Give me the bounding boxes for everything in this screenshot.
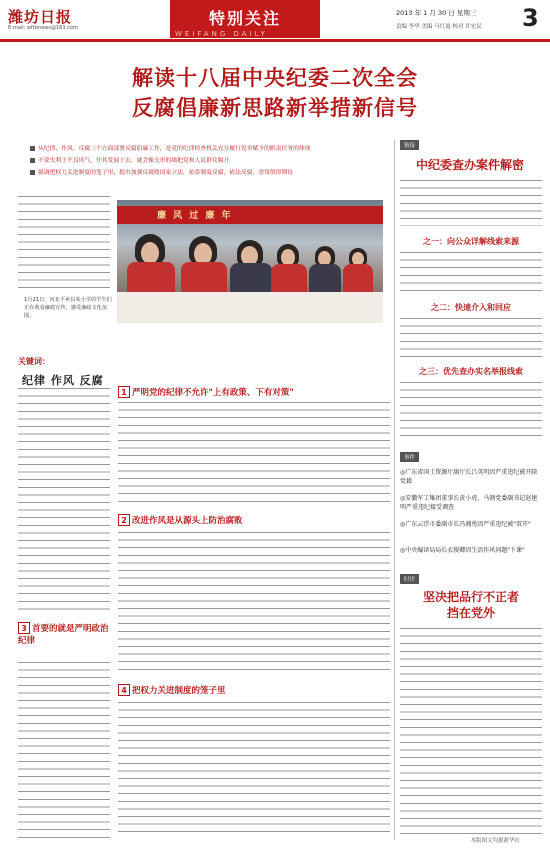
keywords-text-block (18, 388, 110, 614)
tag-link: 链接 (400, 140, 419, 150)
section-2-heading: 2 改进作风是从源头上防治腐败 (118, 514, 388, 526)
section-3-heading: 3 首要的就是严明政治纪律 (18, 624, 109, 646)
headline-line-1: 解读十八届中央纪委二次全会 (132, 66, 418, 90)
tag-comment: 时评 (400, 574, 419, 584)
square-bullet-icon (30, 146, 35, 151)
comment-title-2: 挡在党外 (446, 606, 495, 620)
square-bullet-icon (30, 170, 35, 175)
comment-text (400, 628, 542, 834)
section-subtitle: WEIFANG DAILY (175, 30, 268, 38)
sidebar-title: 中纪委查办案件解密 (415, 158, 524, 172)
section-4-text (118, 702, 390, 836)
sidebar-text-1 (400, 180, 542, 226)
section-title: 特别关注 (170, 0, 320, 38)
section-1-heading: 1 严明党的纪律不允许"上有政策、下有对策" (118, 386, 388, 398)
section-1-text (118, 402, 390, 504)
sidebar-text-2 (400, 252, 542, 294)
sidebar-sub-2: 之二：快速介入和回应 (431, 303, 511, 312)
news-photo (117, 200, 383, 323)
page-number: 3 (522, 4, 539, 32)
issue-date: 2013 年 1 月 30 日 星期三 (396, 9, 477, 17)
lead-point: 从纪律、作风、反腐三个方面部署反腐倡廉工作，是党的纪律检查机关充分履行党章赋予的职责任务的体现 (30, 144, 390, 154)
news-item: ◎广东省国土资源厅副厅长吕英明因严重违纪被开除党籍 (400, 469, 538, 485)
section-3-text (18, 662, 110, 838)
section-4-heading: 4 把权力关进制度的笼子里 (118, 684, 388, 696)
news-item: ◎广东云浮市委副市长冯湘勇因严重违纪被"双开" (400, 521, 531, 528)
footer-credit: 本版图文均据新华社 (470, 838, 520, 844)
keywords: 纪律 作风 反腐 (22, 374, 104, 387)
editors-line: 责编 李华 美编 马红霞 校对 许宏民 (396, 24, 482, 30)
comment-title-1: 坚决把品行不正者 (422, 590, 519, 604)
lead-point: 强调把权力关进制度的笼子里，提出加强反腐败国家立法，依靠制度反腐，依法反腐，余常值得期待 (30, 168, 390, 178)
sidebar-text-3 (400, 318, 542, 358)
headline-line-2: 反腐倡廉新思路新举措新信号 (132, 96, 418, 120)
keywords-label: 关键词： (18, 357, 50, 366)
news-item: ◎中央编译局局长衣俊卿因生活作风问题"下课" (400, 547, 525, 554)
sidebar-sub-1: 之一：向公众详解线索来源 (423, 237, 519, 246)
sidebar-sub-3: 之三：优先查办实名举报线索 (419, 367, 523, 376)
lead-point: 不要失利王不良风气，任其发展下去，就会像无形的墙把党和人民群众隔开 (30, 156, 390, 166)
intro-text-block (18, 196, 110, 292)
paper-logo: 潍坊日报 (8, 8, 73, 26)
column-divider (394, 140, 395, 840)
square-bullet-icon (30, 158, 35, 163)
news-item: ◎安徽军工集团董事长黄小虎、马钢党委副书记赵建明严重违纪接受调查 (400, 495, 538, 511)
tag-event: 事件 (400, 452, 419, 462)
paper-email: E-mail: wfrbnews@163.com (8, 25, 78, 31)
photo-banner-text: 廉 风 过 廉 年 (157, 211, 233, 221)
photo-table (117, 292, 383, 323)
sidebar-text-4 (400, 382, 542, 442)
photo-caption: 1月21日，河北平乡县某小学的学生们正在观看廉政宣传，感受廉政文化氛围。 (24, 297, 112, 319)
section-2-text (118, 532, 390, 674)
